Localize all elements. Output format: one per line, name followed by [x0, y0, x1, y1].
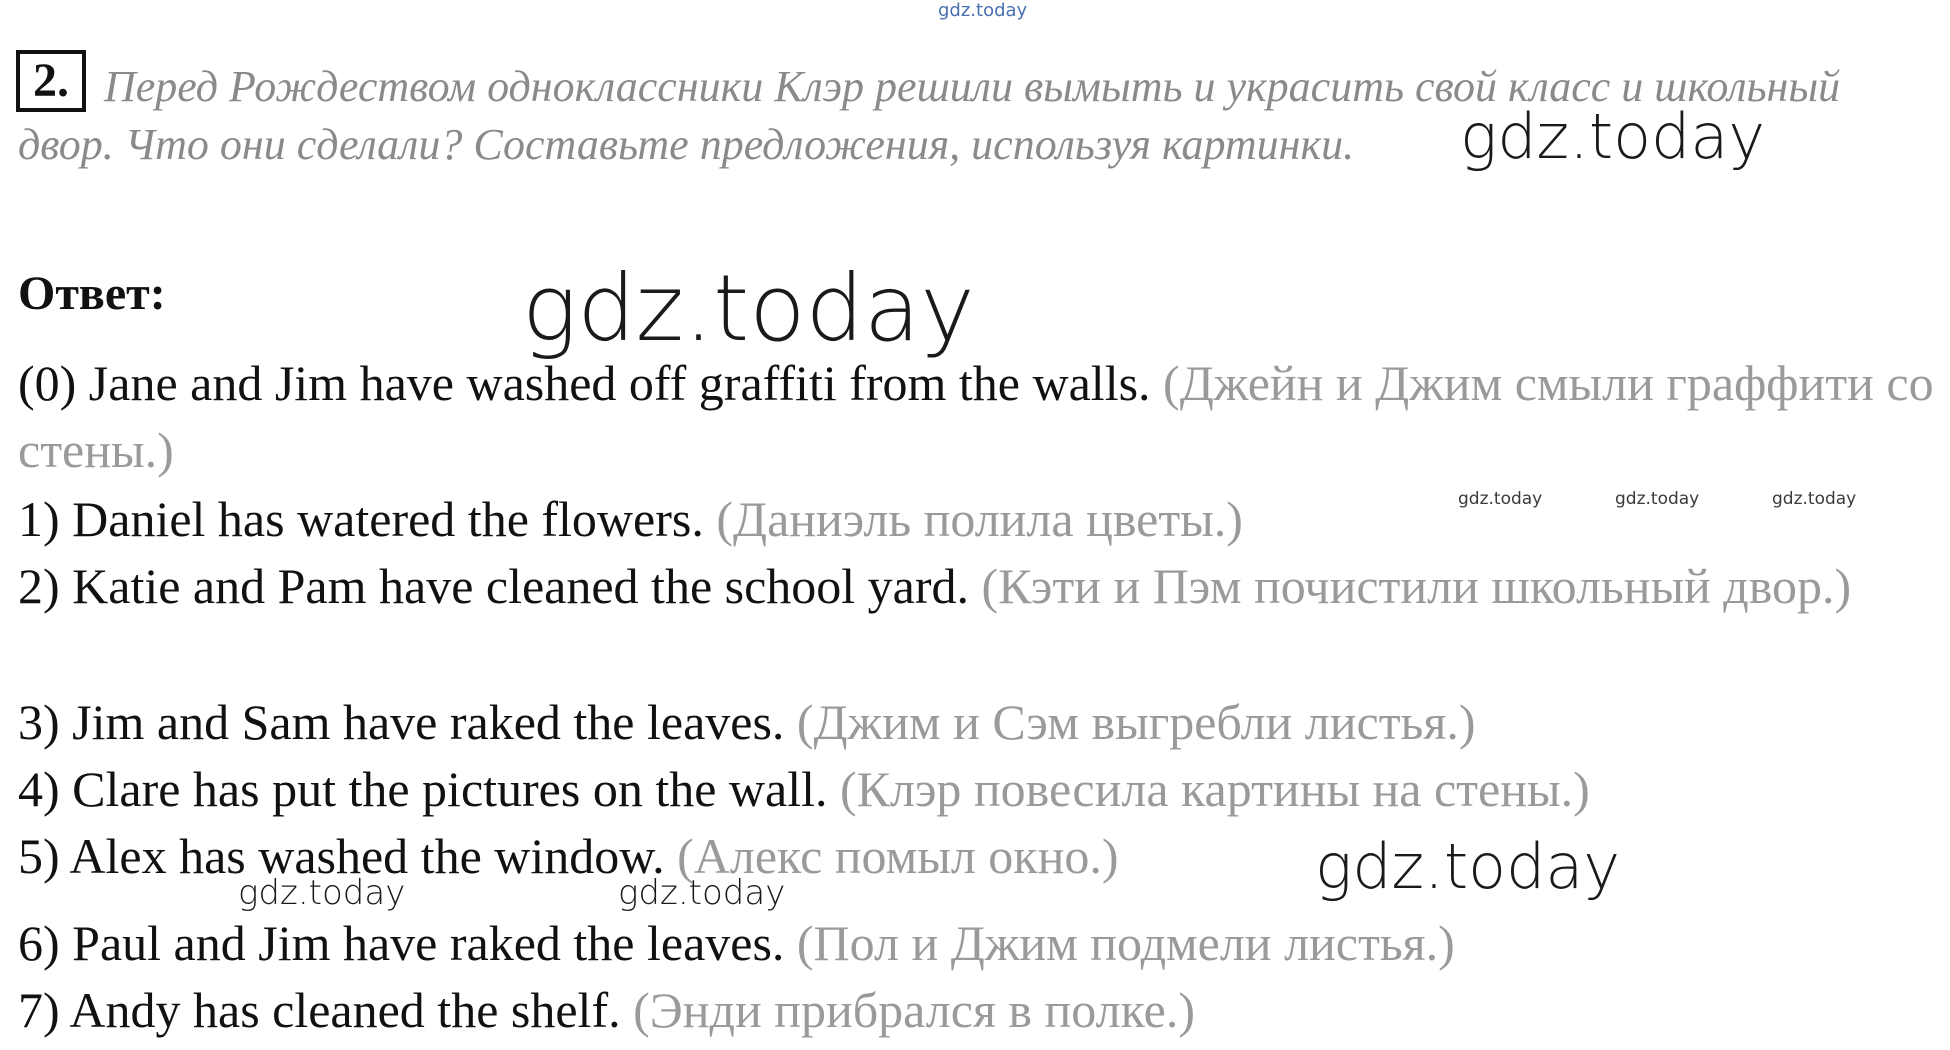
watermark-medium: gdz.today — [238, 873, 406, 913]
answer-ru: (Энди прибрался в полке.) — [633, 982, 1195, 1038]
answer-en: 1) Daniel has watered the flowers. — [18, 491, 704, 547]
answer-ru: (Джим и Сэм выгребли листья.) — [796, 694, 1476, 750]
watermark: gdz.today — [1315, 830, 1621, 903]
task-statement: Перед Рождеством одноклассники Клэр решили вымыть и украсить свой класс и школьный двор. Что они сделали? Составьте предложения, используя картинки. — [18, 62, 1841, 169]
watermark-top: gdz.today — [938, 0, 1028, 21]
answer-label: Ответ: — [18, 267, 166, 320]
task-number: 2. — [16, 50, 86, 112]
watermark-medium: gdz.today — [618, 873, 786, 913]
answer-en: 7) Andy has cleaned the shelf. — [18, 982, 621, 1038]
answer-line-4 — [18, 756, 1938, 823]
watermark-large: gdz.today — [522, 255, 975, 362]
answer-ru: (Даниэль полила цветы.) — [716, 491, 1243, 547]
answer-ru: (Джейн и Джим смыли граффити со стены.) — [18, 355, 1934, 478]
watermark-small: gdz.today — [1772, 489, 1857, 509]
answer-en: (0) Jane and Jim have washed off graffiti from the walls. — [18, 355, 1151, 411]
answer-en: 3) Jim and Sam have raked the leaves. — [18, 694, 785, 750]
answer-line-2 — [18, 553, 1938, 620]
watermark-small: gdz.today — [1458, 489, 1543, 509]
answer-en: 4) Clare has put the pictures on the wall. — [18, 761, 828, 817]
answer-en: 6) Paul and Jim have raked the leaves. — [18, 915, 785, 971]
answer-ru: (Алекс помыл окно.) — [677, 828, 1119, 884]
answer-line-7 — [18, 977, 1938, 1044]
answer-ru: (Кэти и Пэм почистили школьный двор.) — [981, 558, 1852, 614]
answer-en: 5) Alex has washed the window. — [18, 828, 665, 884]
answer-ru: (Пол и Джим подмели листья.) — [796, 915, 1455, 971]
answer-line-3 — [18, 689, 1938, 756]
watermark-small: gdz.today — [1615, 489, 1700, 509]
answer-en: 2) Katie and Pam have cleaned the school yard. — [18, 558, 970, 614]
answer-ru: (Клэр повесила картины на стены.) — [840, 761, 1590, 817]
watermark: gdz.today — [1460, 100, 1766, 173]
answer-line-6 — [18, 910, 1938, 977]
answer-line-0 — [18, 350, 1938, 484]
